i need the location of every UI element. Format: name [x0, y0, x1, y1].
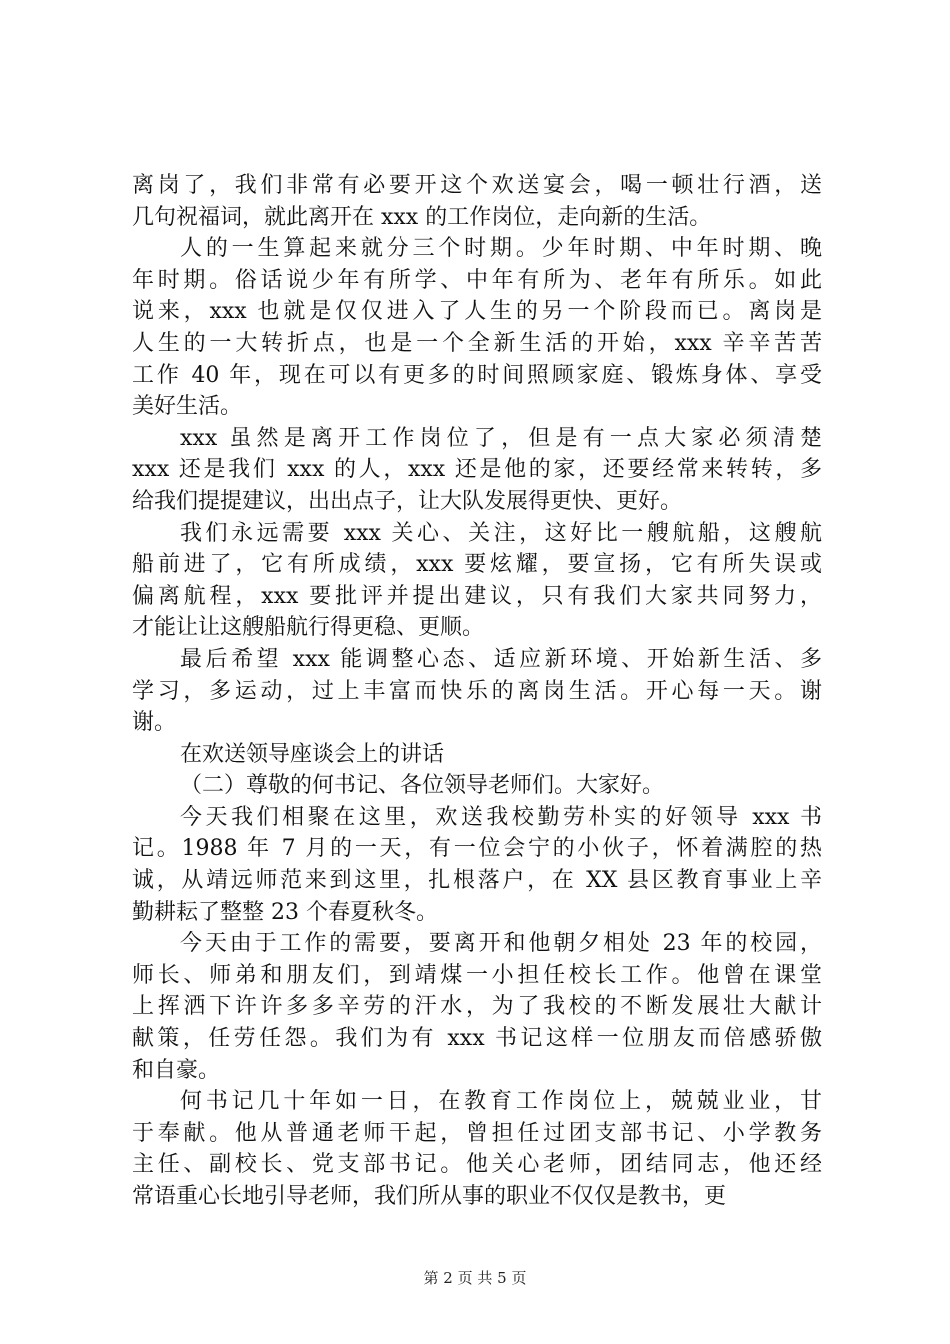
paragraph	[132, 518, 822, 644]
text-line: 献策，任劳任怨。我们为有 xxx 书记这样一位朋友而倍感骄傲	[132, 1026, 822, 1052]
text-line: 我们永远需要 xxx 关心、关注，这好比一艘航船，这艘航	[180, 520, 822, 546]
text-line: 今天由于工作的需要，要离开和他朝夕相处 23 年的校园，	[180, 931, 822, 957]
paragraph	[132, 644, 822, 739]
text-line: 记。1988 年 7 月的一天，有一位会宁的小伙子，怀着满腔的热	[132, 836, 822, 862]
text-line: 常语重心长地引导老师，我们所从事的职业不仅仅是教书，更	[132, 1184, 727, 1209]
paragraph	[132, 423, 822, 518]
text-line: 美好生活。	[132, 394, 243, 420]
text-line: xxx 虽然是离开工作岗位了，但是有一点大家必须清楚	[180, 425, 822, 451]
paragraph	[132, 770, 822, 802]
text-line: （二）尊敬的何书记、各位领导老师们。大家好。	[180, 773, 665, 799]
text-line: 于奉献。他从普通老师干起，曾担任过团支部书记、小学教务	[132, 1120, 822, 1146]
text-line: 年时期。俗话说少年有所学、中年有所为、老年有所乐。如此	[132, 267, 822, 293]
text-line: 诚，从靖远师范来到这里，扎根落户，在 XX 县区教育事业上辛	[132, 868, 822, 894]
text-line: 才能让让这艘船航行得更稳、更顺。	[132, 615, 485, 641]
text-line: 偏离航程，xxx 要批评并提出建议，只有我们大家共同努力，	[132, 583, 822, 609]
text-line: 和自豪。	[132, 1057, 221, 1083]
text-line: 今天我们相聚在这里，欢送我校勤劳朴实的好领导 xxx 书	[180, 804, 822, 830]
text-line: 人生的一大转折点，也是一个全新生活的开始，xxx 辛辛苦苦	[132, 330, 822, 356]
paragraph	[132, 928, 822, 1086]
text-line: 主任、副校长、党支部书记。他关心老师，团结同志，他还经	[132, 1152, 822, 1178]
text-line: 几句祝福词，就此离开在 xxx 的工作岗位，走向新的生活。	[132, 204, 712, 230]
paragraph	[132, 1086, 822, 1212]
paragraph	[132, 739, 822, 771]
text-line: 船前进了，它有所成绩，xxx 要炫耀，要宣扬，它有所失误或	[132, 552, 822, 578]
text-line: 学习，多运动，过上丰富而快乐的离岗生活。开心每一天。谢	[132, 678, 822, 704]
text-line: 师长、师弟和朋友们，到靖煤一小担任校长工作。他曾在课堂	[132, 962, 822, 988]
paragraph	[132, 802, 822, 928]
text-line: xxx 还是我们 xxx 的人，xxx 还是他的家，还要经常来转转，多	[132, 457, 822, 483]
document-body	[132, 170, 822, 1213]
page-footer: 第 2 页 共 5 页	[423, 1269, 527, 1287]
paragraph	[132, 170, 822, 233]
text-line: 给我们提提建议，出出点子，让大队发展得更快、更好。	[132, 488, 683, 514]
text-line: 在欢送领导座谈会上的讲话	[180, 741, 445, 767]
text-line: 说来，xxx 也就是仅仅进入了人生的另一个阶段而已。离岗是	[132, 299, 822, 325]
paragraph	[132, 233, 822, 423]
text-line: 最后希望 xxx 能调整心态、适应新环境、开始新生活、多	[180, 646, 822, 672]
text-line: 离岗了，我们非常有必要开这个欢送宴会，喝一顿壮行酒，送	[132, 173, 822, 198]
text-line: 工作 40 年，现在可以有更多的时间照顾家庭、锻炼身体、享受	[132, 362, 822, 388]
text-line: 人的一生算起来就分三个时期。少年时期、中年时期、晚	[180, 236, 822, 262]
text-line: 谢。	[132, 710, 177, 736]
text-line: 上挥洒下许许多多辛劳的汗水，为了我校的不断发展壮大献计	[132, 994, 822, 1020]
text-line: 勤耕耘了整整 23 个春夏秋冬。	[132, 899, 438, 925]
text-line: 何书记几十年如一日，在教育工作岗位上，兢兢业业，甘	[180, 1089, 822, 1115]
